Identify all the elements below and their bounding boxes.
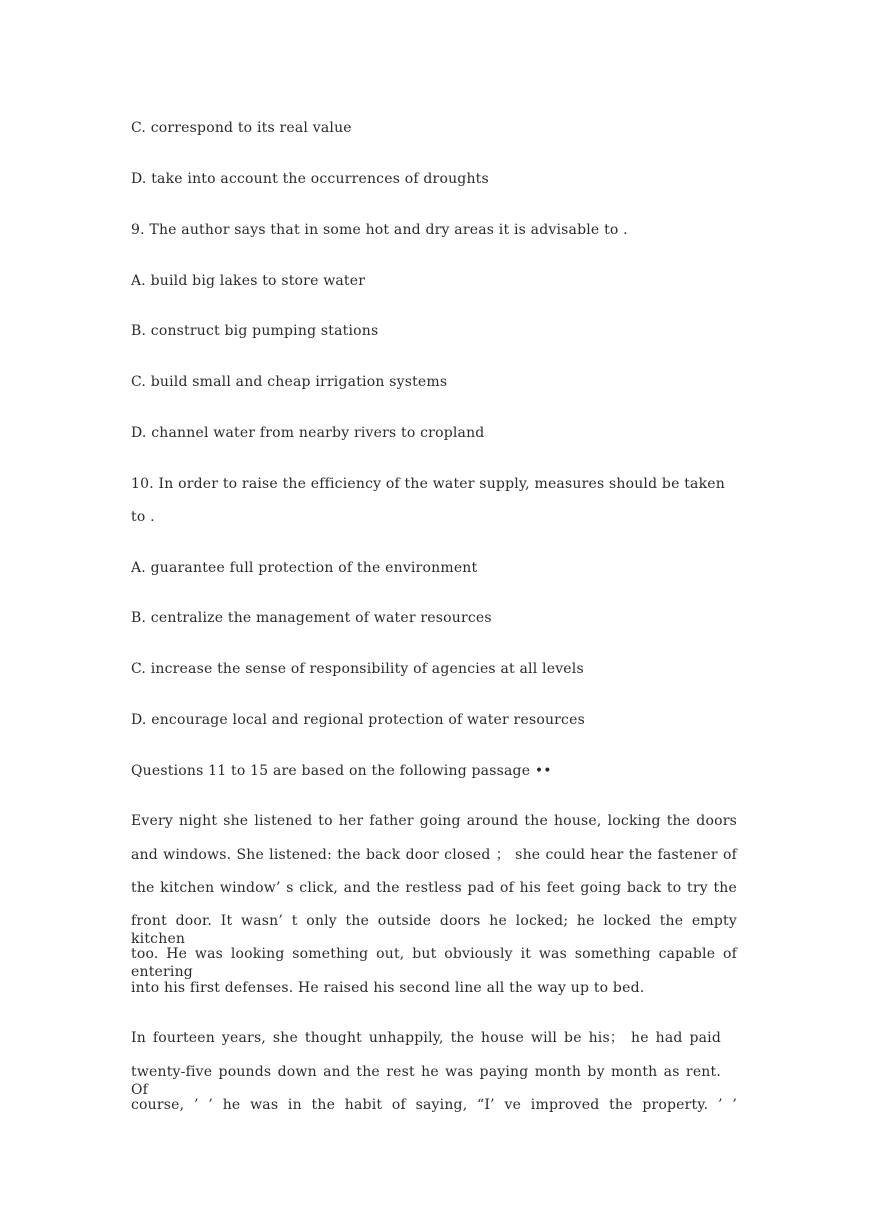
q8-option-c: C. correspond to its real value <box>131 120 352 136</box>
q10-option-a: A. guarantee full protection of the environment <box>131 560 478 576</box>
q10-option-c: C. increase the sense of responsibility of agencies at all levels <box>131 661 584 677</box>
q8-option-d: D. take into account the occurrences of droughts <box>131 171 489 187</box>
paragraph-line: Every night she listened to her father going around the house, locking the doors <box>131 813 737 829</box>
paragraph-line: twenty-five pounds down and the rest he was paying month by month as rent. Of <box>131 1064 721 1098</box>
q10-option-d: D. encourage local and regional protection of water resources <box>131 712 585 728</box>
paragraph-line: and windows. She listened: the back door closed ； she could hear the fastener of <box>131 847 737 863</box>
q10-stem-line-2: to . <box>131 509 155 525</box>
q9-option-d: D. channel water from nearby rivers to cropland <box>131 425 485 441</box>
q10-stem-line-1: 10. In order to raise the efficiency of the water supply, measures should be taken <box>131 476 725 492</box>
q9-option-a: A. build big lakes to store water <box>131 273 366 289</box>
paragraph-line: into his first defenses. He raised his second line all the way up to bed. <box>131 980 645 996</box>
passage-intro: Questions 11 to 15 are based on the following passage •• <box>131 763 552 779</box>
paragraph-line: course, ’ ’ he was in the habit of saying, “I’ ve improved the property. ’ ’ <box>131 1097 737 1113</box>
paragraph-line: the kitchen window’ s click, and the restless pad of his feet going back to try the <box>131 880 737 896</box>
q10-option-b: B. centralize the management of water resources <box>131 610 492 626</box>
paragraph-line: front door. It wasn’ t only the outside doors he locked; he locked the empty kitchen <box>131 913 737 947</box>
paragraph-line: In fourteen years, she thought unhappily, the house will be his； he had paid <box>131 1030 721 1046</box>
paragraph-line: too. He was looking something out, but obviously it was something capable of entering <box>131 946 737 980</box>
q9-stem: 9. The author says that in some hot and dry areas it is advisable to . <box>131 222 628 238</box>
q9-option-c: C. build small and cheap irrigation systems <box>131 374 448 390</box>
q9-option-b: B. construct big pumping stations <box>131 323 379 339</box>
